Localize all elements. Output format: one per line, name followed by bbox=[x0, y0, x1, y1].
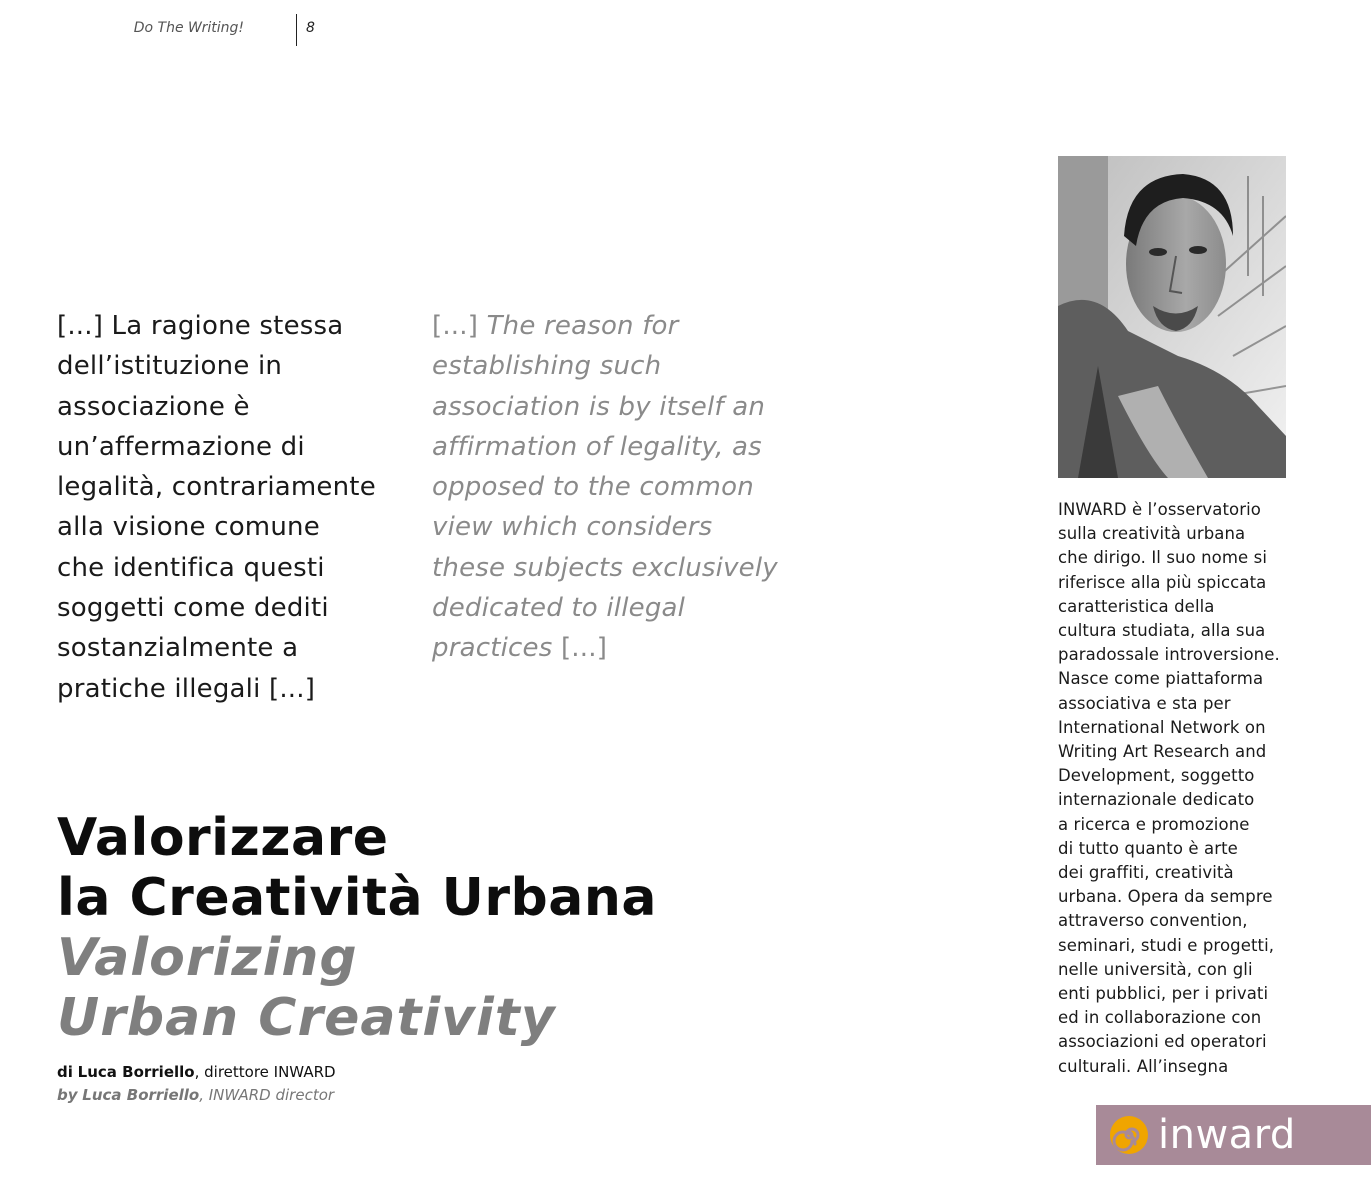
quote-line: dedicated to illegal bbox=[432, 593, 686, 624]
title-italian-line: la Creatività Urbana bbox=[57, 868, 657, 928]
bio-line: associazioni ed operatori bbox=[1058, 1032, 1267, 1052]
quote-line: [...] La ragione stessa bbox=[57, 311, 344, 341]
bio-line: nelle università, con gli bbox=[1058, 959, 1253, 979]
author-role: , INWARD director bbox=[199, 1086, 335, 1104]
quote-text: practices bbox=[432, 633, 553, 664]
bio-line: culturali. All’insegna bbox=[1058, 1056, 1229, 1076]
bio-line: internazionale dedicato bbox=[1058, 790, 1255, 810]
bio-line: International Network on bbox=[1058, 717, 1266, 737]
spiral-logo-icon bbox=[1108, 1114, 1150, 1156]
quote-ellipsis-open: [...] bbox=[432, 311, 479, 341]
bio-line: riferisce alla più spiccata bbox=[1058, 572, 1267, 592]
bio-line: Development, soggetto bbox=[1058, 766, 1255, 786]
quote-line: these subjects exclusively bbox=[432, 552, 778, 583]
bio-line: a ricerca e promozione bbox=[1058, 814, 1250, 834]
byline bbox=[57, 1061, 336, 1107]
portrait-illustration bbox=[1058, 156, 1286, 478]
author-name: Luca Borriello bbox=[77, 1063, 195, 1081]
bio-line: cultura studiata, alla sua bbox=[1058, 621, 1266, 641]
bio-line: ed in collaborazione con bbox=[1058, 1008, 1262, 1028]
page-number: 8 bbox=[306, 20, 315, 36]
quote-ellipsis-close: [...] bbox=[560, 633, 608, 664]
byline-italian bbox=[57, 1061, 336, 1084]
quote-line: sostanzialmente a bbox=[57, 633, 299, 664]
bio-line: dei graffiti, creatività bbox=[1058, 863, 1234, 883]
article-title bbox=[57, 808, 677, 1048]
quote-line bbox=[432, 306, 792, 346]
inward-logo bbox=[1096, 1105, 1371, 1165]
bio-line: paradossale introversione. bbox=[1058, 645, 1280, 665]
quote-line: opposed to the common bbox=[432, 472, 754, 503]
italian-pull-quote bbox=[57, 306, 407, 709]
bio-line: attraverso convention, bbox=[1058, 911, 1248, 931]
header-divider bbox=[296, 14, 297, 46]
quote-line: un’affermazione di bbox=[57, 431, 305, 462]
bio-line: Writing Art Research and bbox=[1058, 742, 1267, 762]
author-role: , direttore INWARD bbox=[194, 1063, 336, 1081]
bio-line: associativa e sta per bbox=[1058, 693, 1231, 713]
quote-line: dell’istituzione in bbox=[57, 351, 283, 382]
quote-line: legalità, contrariamente bbox=[57, 472, 376, 503]
quote-line: che identifica questi bbox=[57, 552, 325, 583]
quote-line: soggetti come dediti bbox=[57, 593, 329, 624]
bio-line: di tutto quanto è arte bbox=[1058, 838, 1238, 858]
quote-text: The reason for bbox=[486, 311, 679, 341]
author-photo bbox=[1058, 156, 1286, 478]
quote-line: pratiche illegali [...] bbox=[57, 673, 316, 704]
title-italian-line: Valorizzare bbox=[57, 808, 389, 868]
bio-line: sulla creatività urbana bbox=[1058, 524, 1246, 544]
quote-line: associazione è bbox=[57, 391, 250, 422]
quote-line: view which considers bbox=[432, 512, 713, 543]
running-header bbox=[0, 14, 330, 46]
bio-line: enti pubblici, per i privati bbox=[1058, 984, 1269, 1004]
bio-line: seminari, studi e progetti, bbox=[1058, 935, 1275, 955]
bio-line: INWARD è l’osservatorio bbox=[1058, 500, 1261, 519]
running-title: Do The Writing! bbox=[133, 20, 244, 36]
quote-line: establishing such bbox=[432, 351, 662, 382]
logo-wordmark: inward bbox=[1158, 1112, 1296, 1158]
quote-line: alla visione comune bbox=[57, 512, 320, 543]
quote-line: association is by itself an bbox=[432, 391, 766, 422]
bio-line: urbana. Opera da sempre bbox=[1058, 887, 1273, 907]
english-pull-quote bbox=[432, 306, 792, 669]
bio-line: che dirigo. Il suo nome si bbox=[1058, 548, 1268, 568]
author-bio bbox=[1058, 498, 1348, 1079]
byline-english bbox=[57, 1084, 336, 1107]
title-english-line: Valorizing bbox=[57, 928, 358, 988]
title-english-line: Urban Creativity bbox=[57, 988, 556, 1048]
quote-line: affirmation of legality, as bbox=[432, 431, 762, 462]
author-name: Luca Borriello bbox=[82, 1086, 200, 1104]
quote-line bbox=[432, 628, 792, 668]
bio-line: caratteristica della bbox=[1058, 596, 1215, 616]
byline-prefix: by bbox=[57, 1086, 78, 1104]
bio-line: Nasce come piattaforma bbox=[1058, 669, 1264, 689]
byline-prefix: di bbox=[57, 1063, 73, 1081]
